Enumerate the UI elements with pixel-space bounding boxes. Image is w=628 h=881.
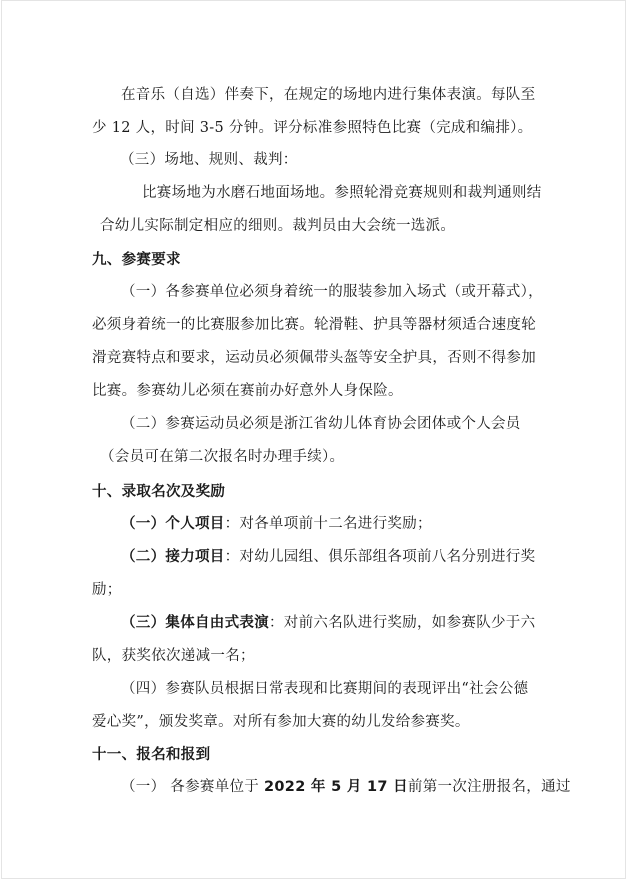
award-label: （二）接力项目 — [121, 549, 225, 565]
award-item-1 — [121, 514, 432, 534]
paragraph-line: 在音乐（自选）伴奏下，在规定的场地内进行集体表演。每队至 — [121, 87, 536, 103]
award-text: ：对幼儿园组、俱乐部组各项前八名分别进行奖 — [224, 549, 536, 565]
paragraph-line: 少 12 人，时间 3-5 分钟。评分标准参照特色比赛（完成和编排）。 — [92, 120, 533, 136]
paragraph-line: 爱心奖”，颁发奖章。对所有参加大赛的幼儿发给参赛奖。 — [92, 714, 470, 730]
award-label: （三）集体自由式表演 — [121, 615, 269, 631]
section-heading-10: 十、录取名次及奖励 — [92, 484, 226, 500]
paragraph-line: 队，获奖依次递减一名； — [92, 648, 255, 664]
registration-date: 2022 年 5 月 17 日 — [264, 779, 408, 795]
paragraph-line: （一）各参赛单位必须身着统一的服装参加入场式（或开幕式）， — [121, 284, 543, 300]
award-label: （一）个人项目 — [121, 516, 225, 532]
award-text: ：对各单项前十二名进行奖励； — [224, 516, 432, 532]
paragraph-line: 必须身着统一的比赛服参加比赛。轮滑鞋、护具等器材须适合速度轮 — [92, 317, 536, 333]
registration-text: （一） 各参赛单位于 — [121, 779, 265, 795]
registration-text: 前第一次注册报名，通过 — [407, 779, 571, 795]
paragraph-line: 滑竞赛特点和要求，运动员必须佩带头盔等安全护具，否则不得参加 — [92, 350, 536, 366]
paragraph-line: 比赛。参赛幼儿必须在赛前办好意外人身保险。 — [92, 383, 403, 399]
paragraph-line: 励； — [92, 582, 122, 598]
paragraph-line: （会员可在第二次报名时办理手续）。 — [100, 449, 345, 465]
registration-line — [121, 777, 571, 797]
award-item-2 — [121, 547, 535, 567]
section-heading-9: 九、参赛要求 — [92, 252, 181, 268]
paragraph-line: （二）参赛运动员必须是浙江省幼儿体育协会团体或个人会员 — [121, 416, 521, 432]
section-heading-11: 十一、报名和报到 — [92, 747, 211, 763]
paragraph-line: 合幼儿实际制定相应的细则。裁判员由大会统一选派。 — [100, 218, 456, 234]
subsection-title: （三）场地、规则、裁判： — [120, 152, 298, 168]
award-text: ：对前六名队进行奖励，如参赛队少于六 — [269, 615, 536, 631]
paragraph-line: 比赛场地为水磨石地面场地。参照轮滑竞赛规则和裁判通则结 — [142, 185, 542, 201]
award-item-3 — [121, 613, 535, 633]
award-item-4: （四）参赛队员根据日常表现和比赛期间的表现评出“社会公德 — [121, 681, 529, 697]
